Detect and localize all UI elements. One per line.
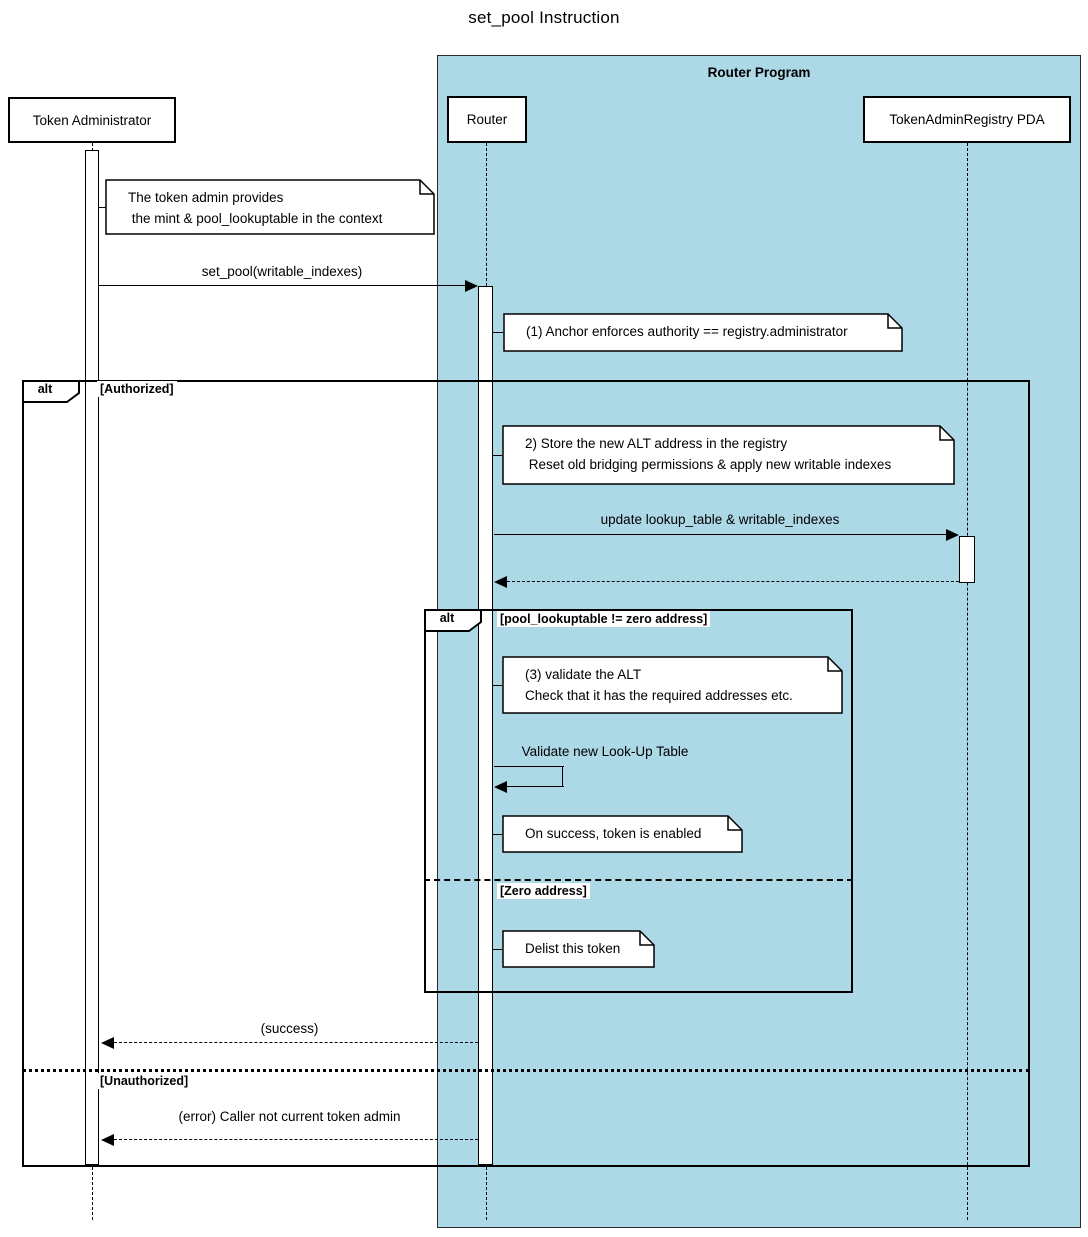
note-anchor-enforces bbox=[503, 313, 903, 352]
participant-token-admin-registry-pda-label: TokenAdminRegistry PDA bbox=[889, 112, 1045, 127]
note-validate-alt bbox=[502, 656, 843, 714]
note-delist-token-connector bbox=[493, 949, 502, 950]
note-store-alt-connector bbox=[493, 455, 502, 456]
note-delist-token bbox=[502, 930, 655, 968]
note-validate-alt-connector bbox=[493, 685, 502, 686]
message-error-line bbox=[114, 1139, 478, 1140]
router-program-label: Router Program bbox=[707, 65, 811, 80]
participant-token-administrator-label: Token Administrator bbox=[32, 112, 152, 128]
message-success-line bbox=[114, 1042, 478, 1043]
alt-frame-inner-divider bbox=[424, 879, 853, 881]
arrowhead-set-pool-icon bbox=[465, 280, 478, 292]
note-line: Check that it has the required addresses etc. bbox=[525, 688, 793, 703]
alt-frame-inner-operator bbox=[424, 609, 482, 632]
router-program-container bbox=[437, 55, 1081, 1228]
arrowhead-success-icon bbox=[101, 1037, 114, 1049]
note-line: (1) Anchor enforces authority == registry.administrator bbox=[526, 324, 848, 339]
message-validate-lut-line-bottom bbox=[507, 786, 564, 787]
note-line: 2) Store the new ALT address in the registry bbox=[525, 436, 788, 451]
alt-frame-outer-operator bbox=[22, 380, 80, 403]
alt-operator-label: alt bbox=[37, 382, 53, 396]
arrowhead-update-lookup-table-icon bbox=[946, 529, 959, 541]
message-pda-return-line bbox=[507, 581, 959, 582]
message-error-label: (error) Caller not current token admin bbox=[178, 1109, 401, 1124]
message-update-lookup-table-line bbox=[494, 534, 947, 535]
message-set-pool-label: set_pool(writable_indexes) bbox=[201, 264, 363, 279]
participant-token-admin-registry-pda bbox=[863, 96, 1071, 143]
note-on-success-connector bbox=[493, 834, 502, 835]
participant-token-administrator bbox=[8, 97, 176, 143]
arrowhead-validate-lut-icon bbox=[494, 781, 507, 793]
participant-router-label: Router bbox=[466, 112, 508, 127]
participant-router bbox=[447, 96, 527, 143]
activation-router bbox=[478, 286, 493, 1165]
arrowhead-pda-return-icon bbox=[494, 576, 507, 588]
note-on-success bbox=[502, 815, 743, 853]
note-line: the mint & pool_lookuptable in the context bbox=[128, 211, 383, 226]
alt-frame-outer-divider bbox=[22, 1069, 1030, 1072]
arrowhead-error-icon bbox=[101, 1134, 114, 1146]
activation-token-admin-registry-pda bbox=[959, 536, 975, 583]
note-anchor-enforces-connector bbox=[493, 332, 503, 333]
note-line: Reset old bridging permissions & apply new writable indexes bbox=[525, 457, 892, 472]
note-line: Delist this token bbox=[525, 941, 621, 956]
note-admin-provides bbox=[105, 179, 435, 235]
message-success-label: (success) bbox=[260, 1021, 319, 1036]
guard-unauthorized: [Unauthorized] bbox=[97, 1073, 191, 1089]
message-set-pool-line bbox=[99, 285, 466, 286]
note-line: On success, token is enabled bbox=[525, 826, 702, 841]
guard-authorized: [Authorized] bbox=[97, 381, 177, 397]
note-line: The token admin provides bbox=[128, 190, 284, 205]
note-store-alt bbox=[502, 425, 955, 485]
message-validate-lut-label: Validate new Look-Up Table bbox=[521, 744, 689, 759]
alt-operator-label: alt bbox=[439, 611, 455, 625]
message-validate-lut-line-right bbox=[562, 766, 563, 787]
activation-token-administrator bbox=[85, 150, 99, 1165]
note-line: (3) validate the ALT bbox=[525, 667, 642, 682]
message-update-lookup-table-label: update lookup_table & writable_indexes bbox=[600, 512, 840, 527]
guard-zero-address: [Zero address] bbox=[497, 883, 590, 899]
guard-pool-lookuptable-not-zero: [pool_lookuptable != zero address] bbox=[497, 611, 710, 627]
diagram-title: set_pool Instruction bbox=[468, 8, 620, 27]
lifeline-token-admin-registry-pda bbox=[967, 143, 968, 1220]
message-validate-lut-line-top bbox=[494, 766, 564, 767]
